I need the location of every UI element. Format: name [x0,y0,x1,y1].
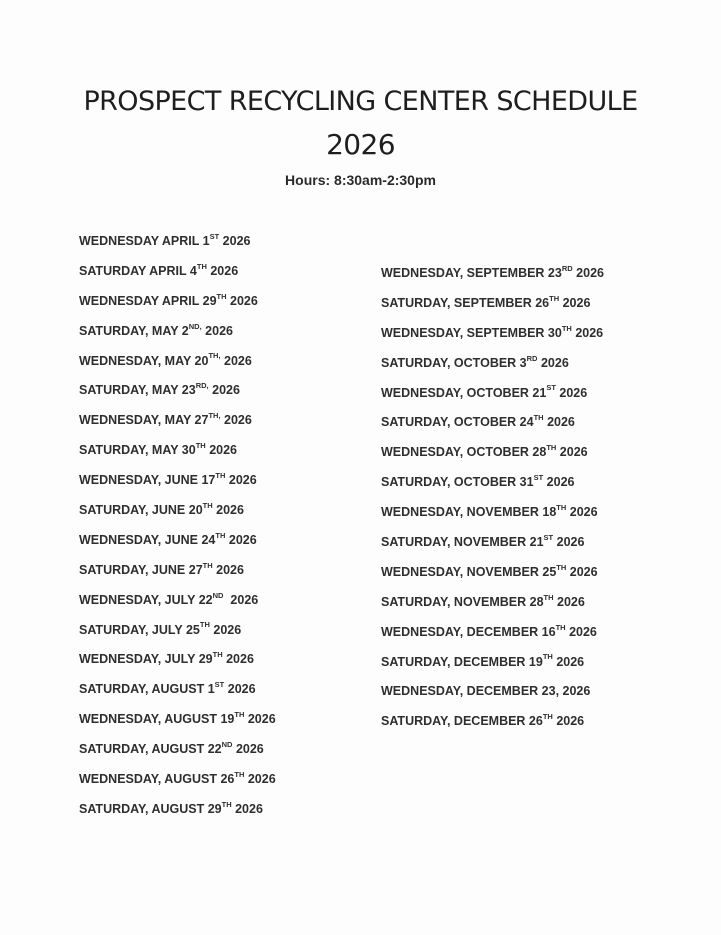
date-text: WEDNESDAY, SEPTEMBER 23 [381,266,562,280]
schedule-date-entry [79,621,276,651]
ordinal-suffix: TH [542,652,553,662]
ordinal-suffix: TH, [208,351,221,361]
date-year: 2026 [571,325,604,340]
schedule-date-entry [79,292,276,322]
date-year: 2026 [220,413,252,428]
date-text: SATURDAY, OCTOBER 3 [381,355,527,370]
date-text: SATURDAY, AUGUST 1 [79,682,215,697]
date-text: SATURDAY, OCTOBER 31 [381,475,534,490]
date-year: 2026 [244,772,276,787]
date-text: SATURDAY, AUGUST 22 [79,742,222,757]
schedule-date-entry [381,653,604,683]
schedule-date-entry [381,682,604,712]
date-text: WEDNESDAY, NOVEMBER 18 [381,505,557,520]
date-text: WEDNESDAY, AUGUST 19 [79,712,235,727]
schedule-date-entry [381,593,604,623]
schedule-date-entry [381,294,604,324]
ordinal-suffix: RD [561,263,573,273]
date-text: WEDNESDAY, OCTOBER 28 [381,445,547,460]
date-year: 2026 [209,622,242,637]
date-text: SATURDAY, JUNE 20 [79,503,203,518]
schedule-date-entry [79,411,276,441]
ordinal-suffix: ST [533,473,544,483]
schedule-date-entry [79,710,276,740]
schedule-date-entry [79,740,276,770]
schedule-date-entry [79,501,276,531]
date-text: SATURDAY, OCTOBER 24 [381,415,534,430]
ordinal-suffix: TH [199,620,210,630]
schedule-date-entry [79,531,276,561]
ordinal-suffix: ND [212,590,224,600]
ordinal-suffix: ST [546,383,556,393]
date-year: 2026 [226,293,258,308]
date-year: 2026 [212,562,244,577]
schedule-date-entry [381,324,604,354]
schedule-date-entry [79,262,276,292]
date-text: SATURDAY, DECEMBER 19 [381,654,543,669]
date-text: WEDNESDAY APRIL 29 [79,293,217,308]
schedule-date-entry [381,623,604,653]
schedule-date-entry [79,770,276,800]
date-year: 2026 [231,801,263,816]
date-year: 2026 [553,535,585,550]
date-text: SATURDAY, JUNE 27 [79,562,203,577]
ordinal-suffix: TH [561,323,572,333]
date-text: SATURDAY, MAY 2 [79,323,189,338]
ordinal-suffix: TH [215,530,226,540]
date-text: SATURDAY, MAY 30 [79,443,196,458]
schedule-date-entry [381,563,604,593]
date-year: 2026 [559,295,591,310]
schedule-date-entry [381,443,604,473]
date-year: 2026 [556,445,588,460]
page-title: PROSPECT RECYCLING CENTER SCHEDULE [83,86,638,117]
date-text: SATURDAY, DECEMBER 26 [381,714,543,729]
date-text: SATURDAY, MAY 23 [79,383,196,398]
ordinal-suffix: TH [555,622,566,632]
date-year: 2026 [208,383,240,398]
date-year: 2026 [552,714,585,729]
date-year: 2026 [225,532,257,547]
date-year: 2026 [206,263,239,278]
date-text: SATURDAY, NOVEMBER 28 [381,594,544,609]
ordinal-suffix: RD [526,353,538,363]
ordinal-suffix: TH [546,443,557,453]
date-text: WEDNESDAY, JUNE 17 [79,473,216,488]
page-title-year: 2026 [326,128,395,161]
date-text: WEDNESDAY, MAY 27 [79,413,209,428]
ordinal-suffix: TH [549,293,560,303]
date-text: WEDNESDAY, JULY 22 [79,592,213,607]
date-year: 2026 [220,353,252,368]
date-year: 2026 [223,592,259,607]
date-year: 2026 [222,652,254,667]
ordinal-suffix: TH [215,470,226,480]
ordinal-suffix: TH [212,650,223,660]
date-text: SATURDAY, JULY 25 [79,622,200,637]
ordinal-suffix: TH [533,413,544,423]
date-text: WEDNESDAY, JULY 29 [79,652,213,667]
ordinal-suffix: TH [196,261,207,271]
date-year: 2026 [572,266,604,280]
schedule-date-entry [381,384,604,414]
date-year: 2026 [555,385,588,400]
schedule-date-entry [79,650,276,680]
hours-text: Hours: 8:30am-2:30pm [285,172,436,188]
date-year: 2026 [552,654,585,669]
ordinal-suffix: ND, [188,321,202,331]
date-year: 2026 [543,475,575,490]
ordinal-suffix: TH [556,562,567,572]
date-text: WEDNESDAY, MAY 20 [79,353,209,368]
date-text: SATURDAY APRIL 4 [79,263,197,278]
date-year: 2026 [225,473,257,488]
schedule-date-entry [381,413,604,443]
schedule-column-right [381,264,604,742]
date-year: 2026 [537,355,569,370]
date-year: 2026 [244,712,276,727]
date-text: WEDNESDAY, NOVEMBER 25 [381,564,557,579]
schedule-date-entry [79,232,276,262]
schedule-date-entry [79,561,276,591]
schedule-date-entry [79,441,276,471]
ordinal-suffix: ST [209,231,220,241]
schedule-date-entry [79,322,276,352]
ordinal-suffix: TH [542,712,553,722]
ordinal-suffix: TH [556,502,567,512]
date-text: WEDNESDAY, AUGUST 26 [79,772,235,787]
date-year: 2026 [219,234,251,248]
date-text: WEDNESDAY, JUNE 24 [79,532,216,547]
schedule-date-entry [381,712,604,742]
schedule-date-entry [381,533,604,563]
schedule-date-entry [381,264,604,294]
date-text: SATURDAY, NOVEMBER 21 [381,535,544,550]
schedule-date-entry [79,800,276,830]
ordinal-suffix: RD, [195,381,209,391]
schedule-date-entry [79,352,276,382]
schedule-date-entry [381,354,604,384]
date-year: 2026 [232,742,264,757]
date-text: WEDNESDAY APRIL 1 [79,234,210,248]
date-text: WEDNESDAY, DECEMBER 16 [381,624,556,639]
ordinal-suffix: TH [543,592,554,602]
schedule-date-entry [381,473,604,503]
ordinal-suffix: TH [216,291,227,301]
schedule-date-entry [381,503,604,533]
schedule-date-entry [79,591,276,621]
date-year: 2026 [565,624,597,639]
ordinal-suffix: TH [221,799,232,809]
ordinal-suffix: TH [234,710,245,720]
date-year: 2026 [201,323,233,338]
ordinal-suffix: TH [234,769,245,779]
schedule-date-entry [79,381,276,411]
date-year: 2026 [543,415,575,430]
date-text: WEDNESDAY, DECEMBER 23, 2026 [381,684,591,699]
ordinal-suffix: TH, [208,411,221,421]
schedule-date-entry [79,471,276,501]
ordinal-suffix: TH [202,560,213,570]
date-text: WEDNESDAY, OCTOBER 21 [381,385,547,400]
date-year: 2026 [566,505,598,520]
date-year: 2026 [205,443,237,458]
date-year: 2026 [553,594,585,609]
date-text: WEDNESDAY, SEPTEMBER 30 [381,325,562,340]
date-year: 2026 [224,682,256,697]
date-text: SATURDAY, AUGUST 29 [79,801,222,816]
ordinal-suffix: ND [221,739,233,749]
ordinal-suffix: ST [543,532,554,542]
ordinal-suffix: TH [202,500,213,510]
schedule-date-entry [79,680,276,710]
date-year: 2026 [212,503,244,518]
ordinal-suffix: TH [195,441,206,451]
date-year: 2026 [566,564,598,579]
schedule-column-left [79,232,276,830]
date-text: SATURDAY, SEPTEMBER 26 [381,295,550,310]
ordinal-suffix: ST [214,680,225,690]
